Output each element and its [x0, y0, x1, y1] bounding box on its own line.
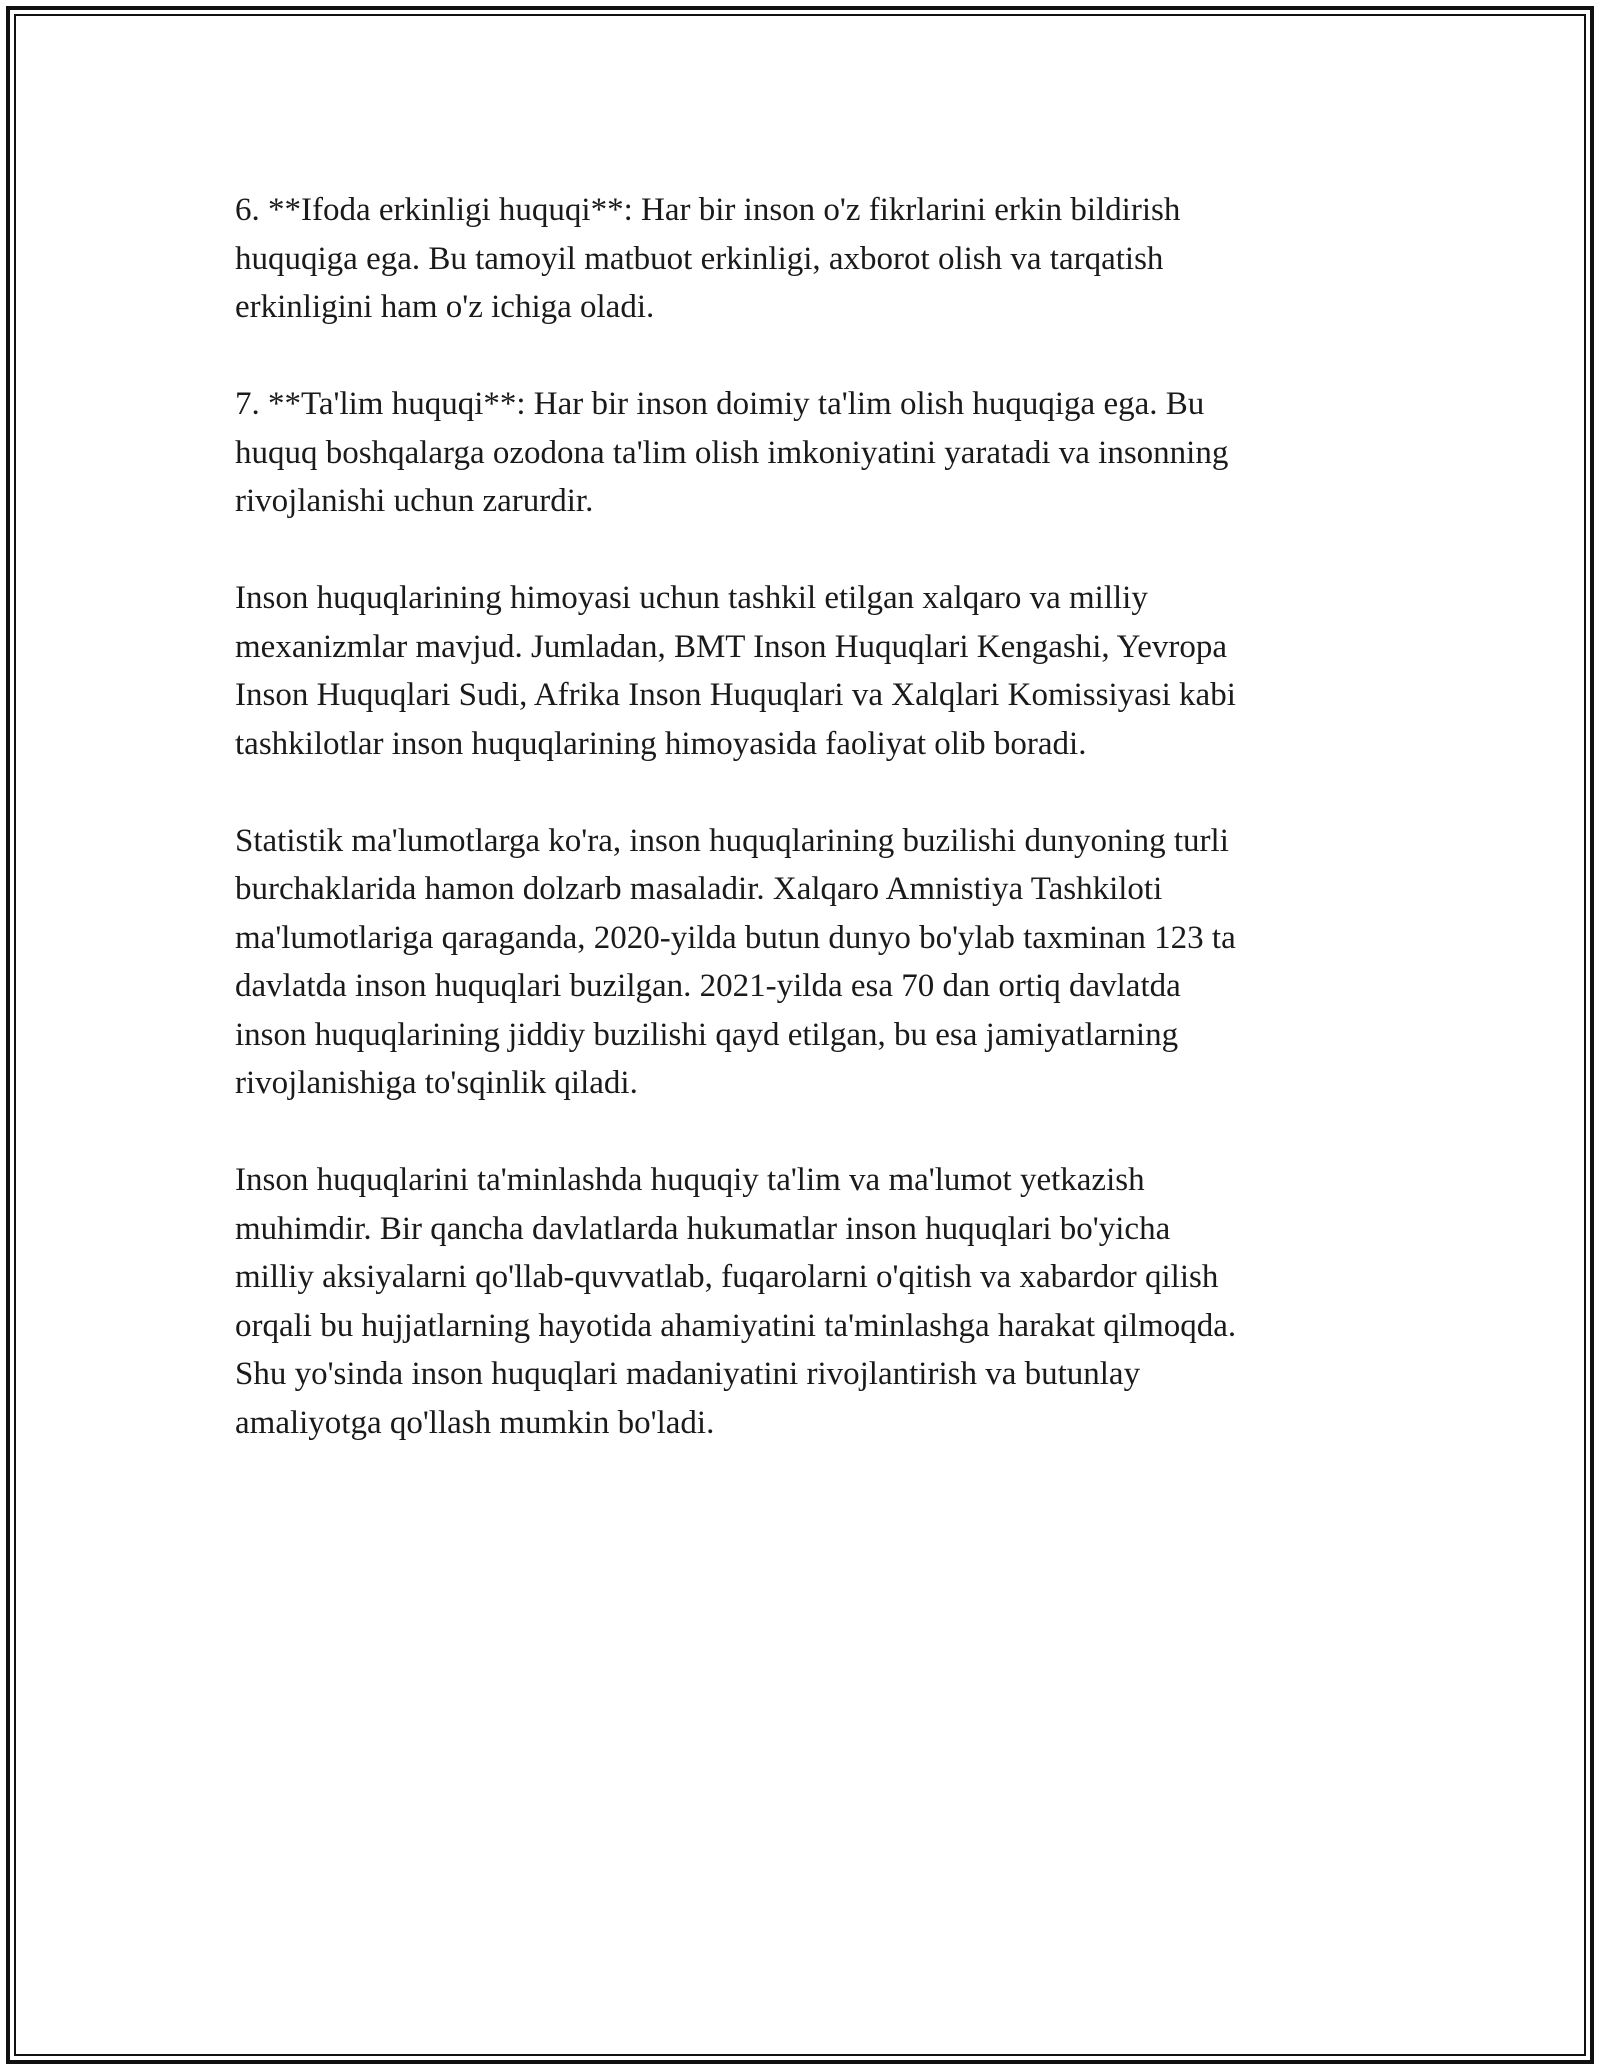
text-line: Inson Huquqlari Sudi, Afrika Inson Huquqlari va Xalqlari Komissiyasi kabi: [235, 677, 1236, 713]
paragraph-right-to-education: [235, 380, 1365, 526]
text-line: amaliyotga qo'llash mumkin bo'ladi.: [235, 1404, 715, 1441]
text-line: milliy aksiyalarni qo'llab-quvvatlab, fuqarolarni o'qitish va xabardor qilish: [235, 1259, 1219, 1295]
text-line: inson huquqlarining jiddiy buzilishi qayd etilgan, bu esa jamiyatlarning: [235, 1016, 1179, 1053]
text-line: orqali bu hujjatlarning hayotida ahamiyatini ta'minlashga harakat qilmoqda.: [235, 1307, 1237, 1344]
text-line: Statistik ma'lumotlarga ko'ra, inson huquqlarining buzilishi dunyoning turli: [235, 822, 1229, 859]
paragraph-legal-education: [235, 1156, 1365, 1447]
text-line: mexanizmlar mavjud. Jumladan, BMT Inson Huquqlari Kengashi, Yevropa: [235, 628, 1227, 665]
text-line: davlatda inson huquqlari buzilgan. 2021-yilda esa 70 dan ortiq davlatda: [235, 968, 1181, 1004]
text-line: 6. **Ifoda erkinligi huquqi**: Har bir inson o'z fikrlarini erkin bildirish: [235, 192, 1181, 228]
paragraph-statistics: [235, 817, 1365, 1108]
text-line: ma'lumotlariga qaraganda, 2020-yilda butun dunyo bo'ylab taxminan 123 ta: [235, 919, 1236, 956]
text-line: tashkilotlar inson huquqlarining himoyasida faoliyat olib boradi.: [235, 725, 1087, 762]
paragraph-protection-mechanisms: [235, 574, 1365, 768]
paragraph-freedom-of-expression: [235, 186, 1365, 332]
text-line: Inson huquqlarining himoyasi uchun tashkil etilgan xalqaro va milliy: [235, 580, 1148, 616]
text-line: huquq boshqalarga ozodona ta'lim olish imkoniyatini yaratadi va insonning: [235, 434, 1229, 471]
text-line: rivojlanishiga to'sqinlik qiladi.: [235, 1065, 638, 1101]
text-line: Shu yo'sinda inson huquqlari madaniyatini rivojlantirish va butunlay: [235, 1356, 1141, 1392]
text-line: burchaklarida hamon dolzarb masaladir. Xalqaro Amnistiya Tashkiloti: [235, 871, 1163, 907]
text-line: huquqiga ega. Bu tamoyil matbuot erkinligi, axborot olish va tarqatish: [235, 240, 1164, 277]
text-line: 7. **Ta'lim huquqi**: Har bir inson doimiy ta'lim olish huquqiga ega. Bu: [235, 386, 1205, 422]
text-line: rivojlanishi uchun zarurdir.: [235, 483, 594, 519]
text-line: Inson huquqlarini ta'minlashda huquqiy ta'lim va ma'lumot yetkazish: [235, 1162, 1145, 1198]
document-body: [235, 186, 1365, 1496]
text-line: muhimdir. Bir qancha davlatlarda hukumatlar inson huquqlari bo'yicha: [235, 1210, 1171, 1247]
text-line: erkinligini ham o'z ichiga oladi.: [235, 289, 655, 325]
